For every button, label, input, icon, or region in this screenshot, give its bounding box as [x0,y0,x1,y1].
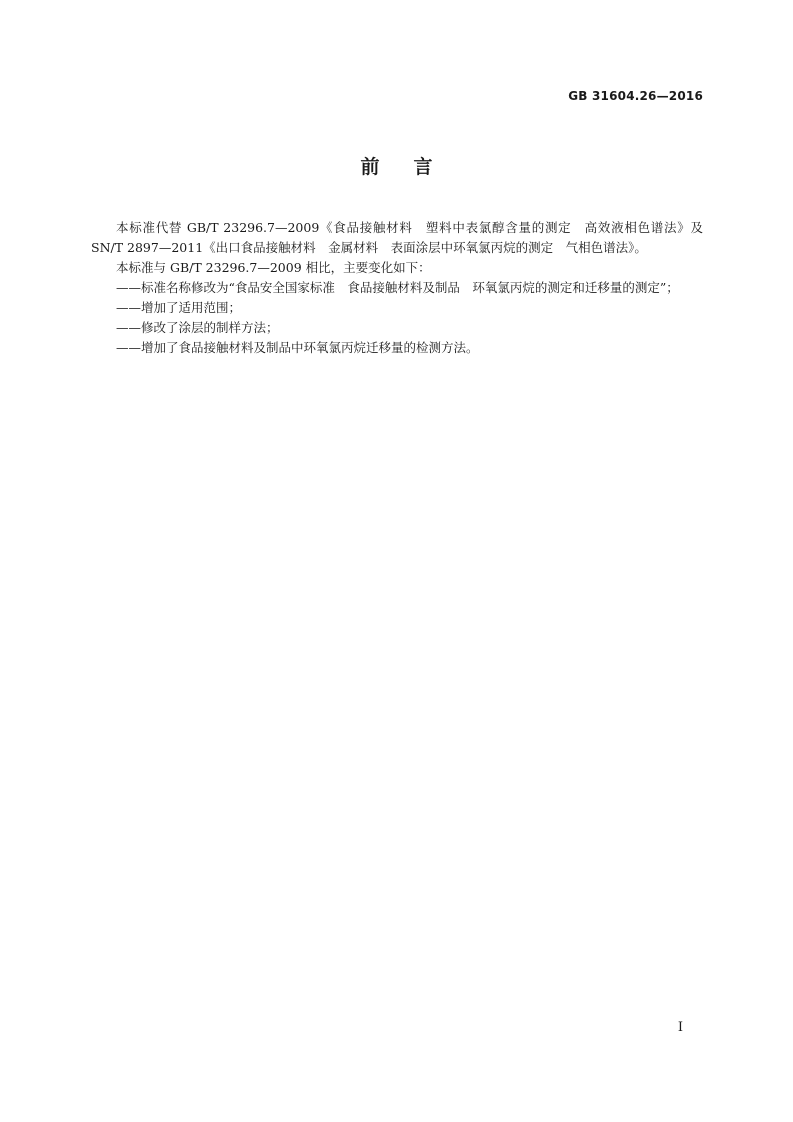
change-item [91,298,703,318]
change-item [91,278,703,298]
list-dash: —— [116,300,141,315]
page-title: 前言 [360,156,467,178]
list-dash: —— [116,280,141,295]
change-item-text: 修改了涂层的制样方法； [141,320,279,335]
list-dash: —— [116,320,141,335]
change-item [91,338,703,358]
change-item-text: 增加了食品接触材料及制品中环氧氯丙烷迁移量的检测方法。 [141,340,479,355]
page-number: I [677,1020,683,1035]
change-item [91,318,703,338]
standard-code: GB 31604.26—2016 [568,89,703,103]
list-dash: —— [116,340,141,355]
paragraph-changes-intro: 本标准与 GB/T 23296.7—2009 相比，主要变化如下： [116,260,431,275]
change-item-text: 增加了适用范围； [141,300,242,315]
change-item-text: 标准名称修改为“食品安全国家标准 食品接触材料及制品 环氧氯丙烷的测定和迁移量的测定”； [141,280,679,295]
paragraph-replacement: 本标准代替 GB/T 23296.7—2009《食品接触材料 塑料中表氯醇含量的测定 高效液相色谱法》及 SN/T 2897—2011《出口食品接触材料 金属材料 表面涂层中环氧氯丙烷的测定 气相色谱法》。 [91,220,703,255]
foreword-body [91,218,703,358]
